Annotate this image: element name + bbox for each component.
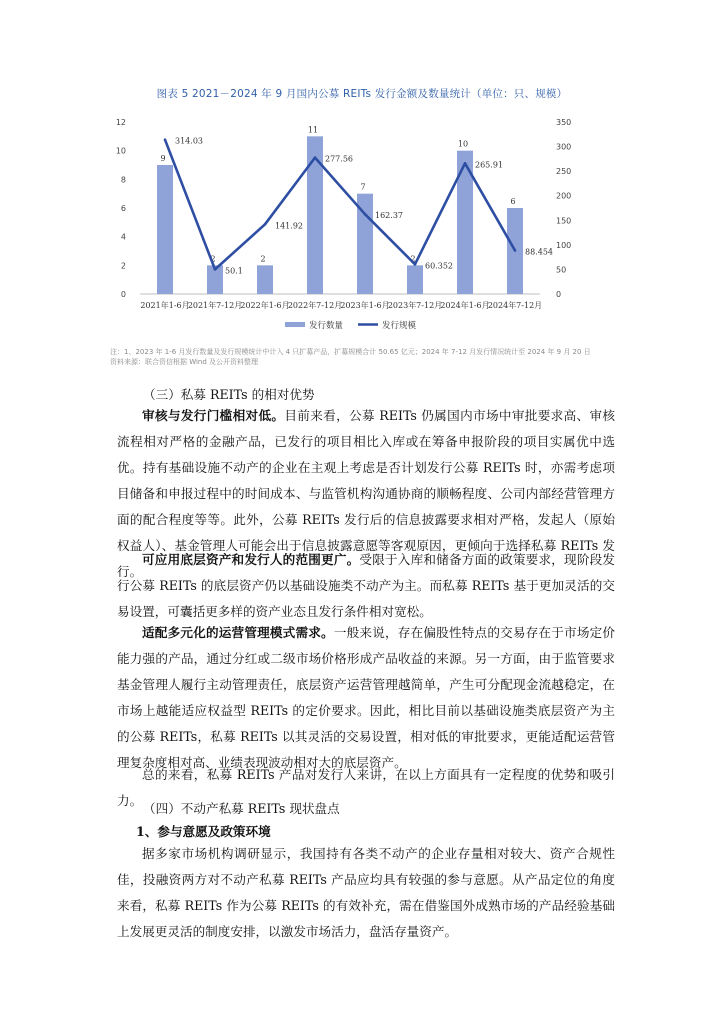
line-data-label: 50.1 <box>225 266 243 276</box>
left-axis-tick: 2 <box>120 261 126 271</box>
paragraph-body: 目前来看，公募 REITs 仍属国内市场中审批要求高、审核流程相对严格的金融产品，已发行的项目相比入库或在筹备申报阶段的项目实属优中选优。持有基础设施不动产的企业在主观上考虑是否计划发行公募 REITs 时，亦需考虑项目储备和申报过程中的时间成本、与监管机构沟通协商的顺畅程度、公司内部经营管理方面的配合程度等等。此外，公募 REITs 发行后的信息披露要求相对严格，发起人（原始权益人）、基金管理人可能会出于信息披露意愿等客观原因，更倾向于选择私募 REITs 发行。 <box>117 408 616 579</box>
bar-data-label: 2 <box>260 254 266 264</box>
left-axis-tick: 12 <box>115 118 126 127</box>
legend-swatch-bar <box>285 322 305 327</box>
line-point-issue-scale <box>464 162 467 165</box>
figure-note <box>110 347 610 367</box>
x-axis-tick: 2024年1-6月 <box>440 301 490 310</box>
line-data-label: 314.03 <box>175 136 203 146</box>
bar-data-label: 11 <box>307 125 319 135</box>
line-point-issue-scale <box>314 156 317 159</box>
line-data-label: 141.92 <box>275 221 303 231</box>
x-axis-tick: 2021年7-12月 <box>187 301 243 310</box>
left-axis-tick: 8 <box>120 175 126 185</box>
paragraph-lead: 适配多元化的运营管理模式需求。 <box>142 625 334 640</box>
section-3-heading: （三）私募 REITs 的相对优势 <box>143 387 315 402</box>
x-axis-tick: 2022年1-6月 <box>240 301 290 310</box>
line-point-issue-scale <box>364 213 367 216</box>
bar-data-label: 9 <box>160 154 166 163</box>
paragraph-operations <box>117 620 615 776</box>
x-axis-tick: 2023年7-12月 <box>387 301 443 310</box>
right-axis-tick: 350 <box>556 118 572 127</box>
line-data-label: 162.37 <box>375 211 403 221</box>
right-axis-tick: 300 <box>556 142 572 152</box>
right-axis-tick: 0 <box>556 290 562 299</box>
paragraph-body: 受限于入库和储备方面的政策要求，现阶段发行公募 REITs 的底层资产仍以基础设施类不动产为主。而私募 REITs 基于更加灵活的交易设置，可囊括更多样的资产业态且发行条件相对宽松。 <box>117 552 616 619</box>
bar-line-chart <box>100 108 590 340</box>
right-axis-tick: 50 <box>556 265 567 275</box>
paragraph-body: 一般来说，存在偏股性特点的交易存在于市场定价能力强的产品，通过分红或二级市场价格形成产品收益的来源。另一方面，由于监管要求基金管理人履行主动管理责任，底层资产运营管理越简单，产生可分配现金流越稳定，在市场上越能适应权益型 REITs 的定价要求。因此，相比目前以基础设施类底层资产为主的公募 REITs，私募 REITs 以其灵活的交易设置，相对低的审批要求，更能适配运营管理复杂度相对高、业绩表现波动相对大的底层资产。 <box>117 625 616 770</box>
paragraph-participation: 据多家市场机构调研显示，我国持有各类不动产的企业存量相对较大、资产合规性佳，投融资两方对不动产私募 REITs 产品应均具有较强的参与意愿。从产品定位的角度来看，私募 REITs 作为公募 REITs 的有效补充，需在借鉴国外成熟市场的产品经验基础上发展更灵活的制度安排，以激发市场活力，盘活存量资产。 <box>117 846 615 939</box>
bar-issue-count <box>157 165 173 294</box>
legend-label-line: 发行规模 <box>382 321 417 331</box>
left-axis-tick: 4 <box>120 232 126 242</box>
x-axis-tick: 2023年1-6月 <box>340 301 390 310</box>
left-axis-tick: 10 <box>115 146 126 156</box>
line-point-issue-scale <box>414 263 417 266</box>
left-axis-tick: 0 <box>120 290 126 299</box>
x-axis-tick: 2022年7-12月 <box>287 301 343 310</box>
right-axis-tick: 250 <box>556 167 572 177</box>
paragraph-lead: 审核与发行门槛相对低。 <box>142 408 285 423</box>
right-axis-tick: 150 <box>556 216 572 226</box>
bar-data-label: 10 <box>457 139 469 149</box>
bar-data-label: 6 <box>510 197 516 206</box>
left-axis-tick: 6 <box>120 204 126 213</box>
bar-data-label: 7 <box>360 182 366 192</box>
bar-data-label: 2 <box>410 254 416 264</box>
bar-issue-count <box>307 136 323 294</box>
line-data-label: 88.454 <box>525 247 553 257</box>
line-point-issue-scale <box>514 249 517 252</box>
right-axis-tick: 200 <box>556 191 572 201</box>
paragraph-summary: 总的来看，私募 REITs 产品对发行人来讲，在以上方面具有一定程度的优势和吸引力。 <box>117 767 615 808</box>
x-axis-tick: 2021年1-6月 <box>140 301 190 310</box>
line-point-issue-scale <box>164 138 167 141</box>
line-data-label: 265.91 <box>475 160 503 170</box>
paragraph-asset-scope <box>117 547 615 625</box>
note-line-1: 注：1、2023 年 1-6 月发行数量及发行规模统计中计入 4 只扩募产品，扩募规模合计 50.65 亿元；2024 年 7-12 月发行情况统计至 2024 年 9 月 20 日 <box>110 348 591 356</box>
line-point-issue-scale <box>264 223 267 226</box>
right-axis-tick: 100 <box>556 240 572 250</box>
line-data-label: 277.56 <box>325 154 353 164</box>
bar-data-label: 2 <box>210 254 216 264</box>
section-4-subheading: 1、参与意愿及政策环境 <box>136 824 271 839</box>
paragraph-lead: 可应用底层资产和发行人的范围更广。 <box>142 552 360 567</box>
legend-label-bar: 发行数量 <box>309 321 344 331</box>
note-line-2: 资料来源：联合资信根据 Wind 及公开资料整理 <box>110 358 259 366</box>
bar-issue-count <box>257 265 273 294</box>
line-point-issue-scale <box>214 268 217 271</box>
x-axis-tick: 2024年7-12月 <box>487 301 543 310</box>
section-4-heading: （四）不动产私募 REITs 现状盘点 <box>143 801 340 816</box>
line-data-label: 60.352 <box>425 261 453 271</box>
figure-title: 图表 5 2021－2024 年 9 月国内公募 REITs 发行金额及数量统计（单位：只、规模） <box>156 88 568 100</box>
bar-issue-count <box>407 265 423 294</box>
